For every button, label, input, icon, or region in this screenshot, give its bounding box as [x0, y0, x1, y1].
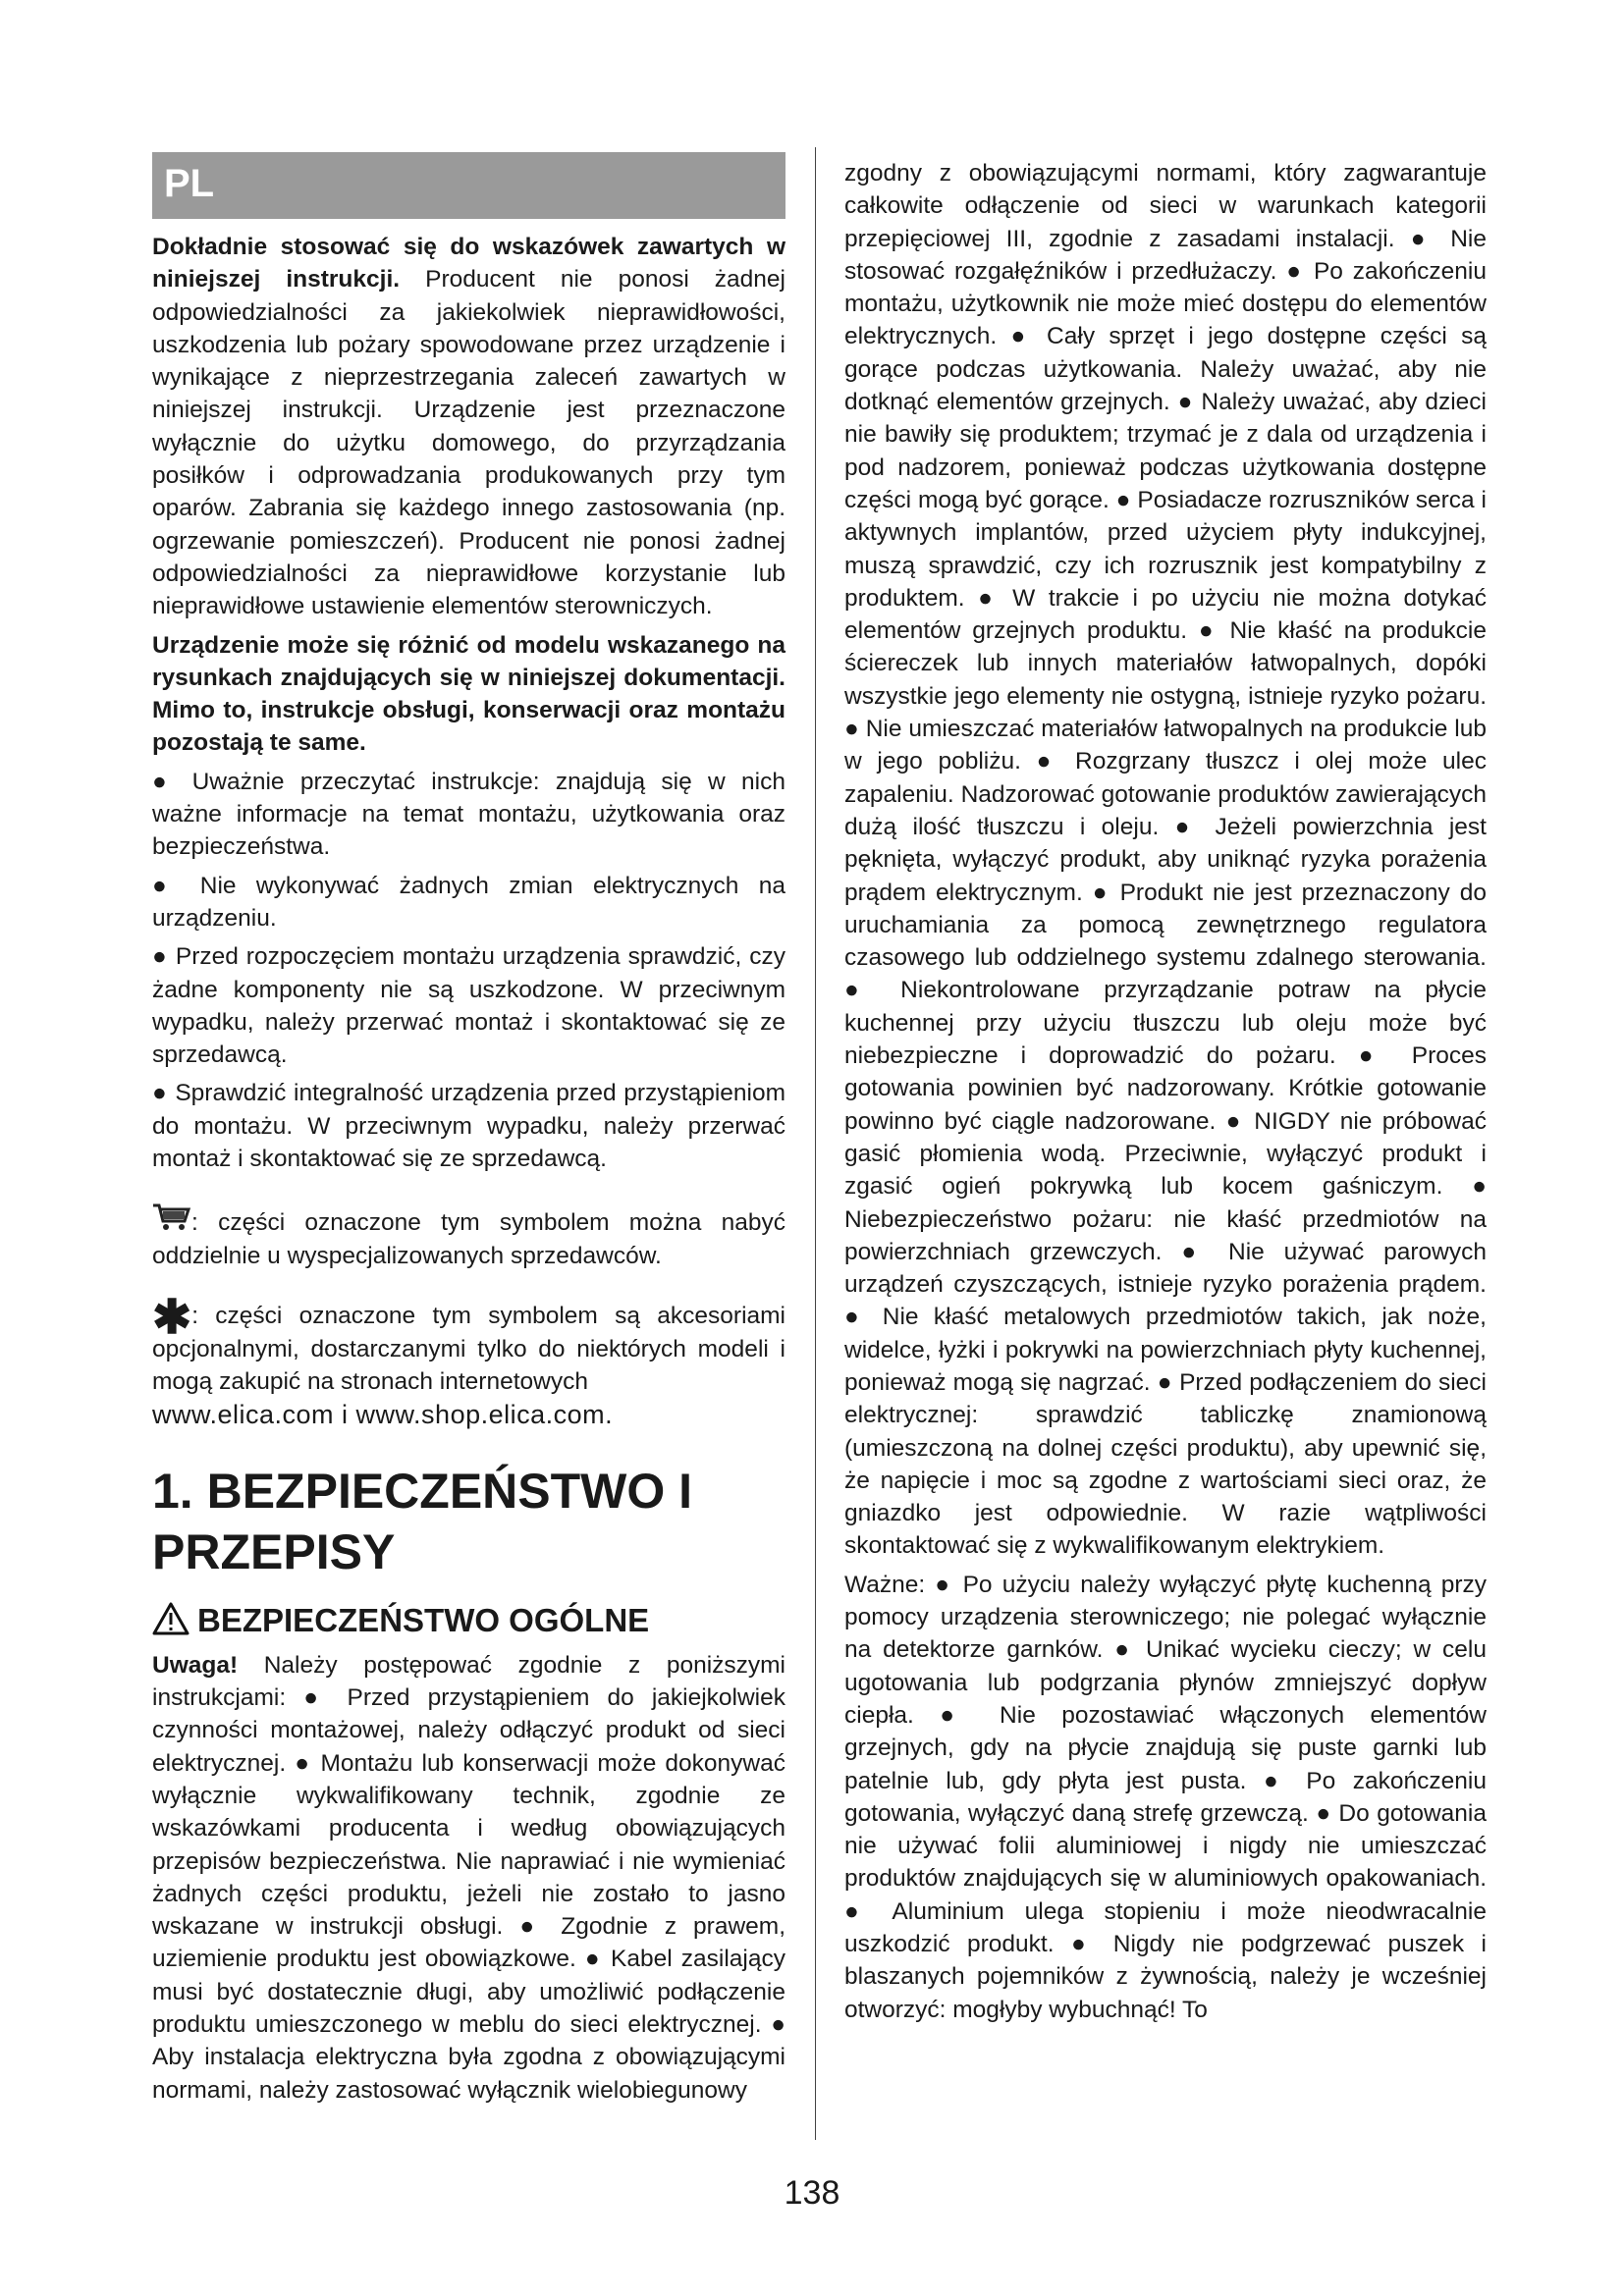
websites: www.elica.com i www.shop.elica.com.: [152, 1399, 614, 1429]
cart-note-text: : części oznaczone tym symbolem można nabyć oddzielnie u wyspecjalizowanych sprzedawców.: [152, 1209, 785, 1269]
right-column: [844, 157, 1487, 2032]
bullet-check-components: ● Przed rozpoczęciem montażu urządzenia sprawdzić, czy żadne komponenty nie są uszkodzone. W przeciwnym wypadku, należy przerwać montaż i skontaktować się ze sprzedawcą.: [152, 943, 785, 1069]
warning-label: Uwaga!: [152, 1651, 239, 1679]
cart-symbol-note: [152, 1202, 785, 1272]
bullet-read-instructions: ● Uważnie przeczytać instrukcje: znajdują się w nich ważne informacje na temat montażu, użytkowania oraz bezpieczeństwa.: [152, 768, 785, 861]
language-code: PL: [164, 162, 215, 205]
shopping-cart-icon: [152, 1202, 191, 1232]
column-divider: [815, 147, 816, 2140]
section-title: 1. BEZPIECZEŃSTWO I PRZEPISY: [152, 1463, 693, 1579]
left-column: [152, 231, 785, 2112]
intro-text: Producent nie ponosi żadnej odpowiedzialności za jakiekolwiek nieprawidłowości, uszkodzenia lub pożary spowodowane przez urządzenie i wynikające z nieprzestrzegania zaleceń zawartych w niniejszej instrukcji. Urządzenie jest przeznaczone wyłącznie do użytku domowego, do przyrządzania posiłków i odprowadzania produkowanych przy tym oparów. Zabrania się każdego innego zastosowania (np. ogrzewanie pomieszczeń). Producent nie ponosi żadnej odpowiedzialności za nieprawidłowe korzystanie lub nieprawidłowe ustawienie elementów sterowniczych.: [152, 266, 785, 620]
asterisk-icon: ✱: [152, 1291, 192, 1344]
star-symbol-note: [152, 1291, 785, 1431]
subsection-title-text: BEZPIECZEŃSTWO OGÓLNE: [197, 1601, 650, 1638]
language-header: [152, 152, 785, 219]
intro-paragraph: [152, 231, 785, 623]
bullet-no-electrical-changes: ● Nie wykonywać żadnych zmian elektrycznych na urządzeniu.: [152, 872, 785, 932]
warning-triangle-icon: [152, 1602, 189, 1635]
important-paragraph: Ważne: ● Po użyciu należy wyłączyć płytę kuchenną przy pomocy urządzenia sterowniczego; nie polegać wyłącznie na detektorze garnków. ● Unikać wycieku cieczy; w celu ugotowania lub podgrzania płynów zmniejszyć dopływ ciepła. ● Nie pozostawiać włączonych elementów grzejnych, gdy na płycie znajdują się puste garnki lub patelnie lub, gdy płyta jest pusta. ● Po zakończeniu gotowania, wyłączyć daną strefę grzewczą. ● Do gotowania nie używać folii aluminiowej i nigdy nie umieszczać produktów znajdujących się w aluminiowych opakowaniach. ● Aluminium ulega stopieniu i może nieodwracalnie uszkodzić produkt. ● Nigdy nie podgrzewać puszek i blaszanych pojemników z żywnością, należy je wcześniej otworzyć: mogłyby wybuchnąć! To: [844, 1571, 1487, 2023]
model-note: Urządzenie może się różnić od modelu wskazanego na rysunkach znajdujących się w niniejszej dokumentacji. Mimo to, instrukcje obsługi, konserwacji oraz montażu pozostają te same.: [152, 631, 785, 757]
bullet-check-integrity: ● Sprawdzić integralność urządzenia przed przystąpieniom do montażu. W przeciwnym wypadku, należy przerwać montaż i skontaktować się ze sprzedawcą.: [152, 1080, 785, 1173]
star-note-text: : części oznaczone tym symbolem są akcesoriami opcjonalnymi, dostarczanymi tylko do niektórych modeli i mogą zakupić na stronach internetowych: [152, 1302, 785, 1396]
safety-paragraph: zgodny z obowiązującymi normami, który zagwarantuje całkowite odłączenie od sieci w warunkach kategorii przepięciowej III, zgodnie z zasadami instalacji. ● Nie stosować rozgałęźników i przedłużaczy. ● Po zakończeniu montażu, użytkownik nie może mieć dostępu do elementów elektrycznych. ● Cały sprzęt i jego dostępne części są gorące podczas użytkowania. Należy uważać, aby nie dotknąć elementów grzejnych. ● Należy uważać, aby dzieci nie bawiły się produktem; trzymać je z dala od urządzenia i pod nadzorem, ponieważ podczas użytkowania dostępne części mogą być gorące. ● Posiadacze rozruszników serca i aktywnych implantów, przed użyciem płyty indukcyjnej, muszą sprawdzić, czy ich rozrusznik jest kompatybilny z produktem. ● W trakcie i po użyciu nie można dotykać elementów grzejnych produktu. ● Nie kłaść na produkcie ściereczek lub innych materiałów łatwopalnych, dopóki wszystkie jego elementy nie ostygną, istnieje ryzyko pożaru. ● Nie umieszczać materiałów łatwopalnych na produkcie lub w jego pobliżu. ● Rozgrzany tłuszcz i olej może ulec zapaleniu. Nadzorować gotowanie produktów zawierających dużą ilość tłuszczu i oleju. ● Jeżeli powierzchnia jest pęknięta, wyłączyć produkt, aby uniknąć ryzyka porażenia prądem elektrycznym. ● Produkt nie jest przeznaczony do uruchamiania za pomocą zewnętrznego regulatora czasowego lub oddzielnego systemu zdalnego sterowania. ● Niekontrolowane przyrządzanie potraw na płycie kuchennej przy użyciu tłuszczu lub oleju może być niebezpieczne i doprowadzić do pożaru. ● Proces gotowania powinien być nadzorowany. Krótkie gotowanie powinno być ciągle nadzorowane. ● NIGDY nie próbować gasić płomienia wodą. Przeciwnie, wyłączyć produkt i zgasić ogień pokrywką lub kocem gaśniczym. ● Niebezpieczeństwo pożaru: nie kłaść przedmiotów na powierzchniach grzewczych. ● Nie używać parowych urządzeń czyszczących, istnieje ryzyko porażenia prądem. ● Nie kłaść metalowych przedmiotów takich, jak noże, widelce, łyżki i pokrywki na powierzchniach płyty kuchennej, ponieważ mogą się nagrzać. ● Przed podłączeniem do sieci elektrycznej: sprawdzić tabliczkę znamionową (umieszczoną na dolnej części produktu), aby upewnić się, że napięcie i moc są zgodne z wartościami sieci oraz, że gniazdko jest odpowiednie. W razie wątpliwości skontaktować się z wykwalifikowanym elektrykiem.: [844, 160, 1487, 1560]
intro-bold: Dokładnie stosować się do wskazówek zawartych w niniejszej instrukcji.: [152, 234, 785, 294]
subsection-title: [152, 1600, 785, 1641]
page-number: 138: [784, 2174, 840, 2212]
warning-paragraph: [152, 1649, 785, 2107]
warning-text: Należy postępować zgodnie z poniższymi instrukcjami: ● Przed przystąpieniem do jakiejkolwiek czynności montażowej, należy odłączyć produkt od sieci elektrycznej. ● Montażu lub konserwacji może dokonywać wyłącznie wykwalifikowany technik, zgodnie ze wskazówkami producenta i według obowiązujących przepisów bezpieczeństwa. Nie naprawiać i nie wymieniać żadnych części produktu, jeżeli nie zostało to jasno wskazane w instrukcji obsługi. ● Zgodnie z prawem, uziemienie produktu jest obowiązkowe. ● Kabel zasilający musi być dostatecznie długi, aby umożliwić podłączenie produktu umieszczonego w meblu do sieci elektrycznej. ● Aby instalacja elektryczna była zgodna z obowiązującymi normami, należy zastosować wyłącznik wielobiegunowy: [152, 1651, 785, 2104]
